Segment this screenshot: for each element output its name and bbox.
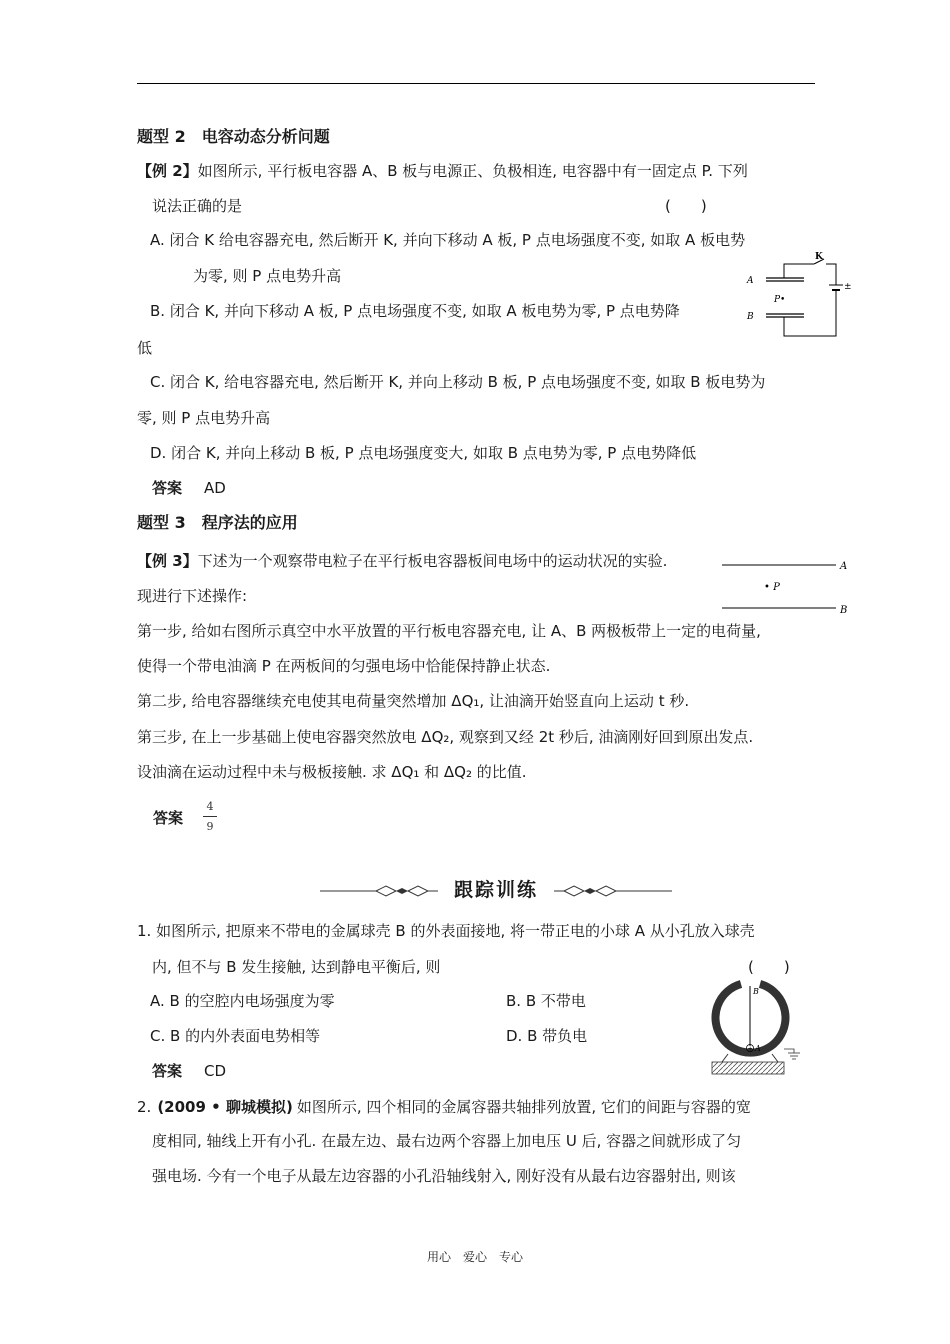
- plate-a-label: A: [840, 561, 848, 572]
- step4: 设油滴在运动过程中未与极板接触. 求 ΔQ₁ 和 ΔQ₂ 的比值.: [137, 763, 527, 781]
- polarity-label: ±: [844, 282, 852, 292]
- q1-stem-2: 内, 但不与 B 发生接触, 达到静电平衡后, 则: [152, 958, 441, 976]
- option-b-line1: B. 闭合 K, 并向下移动 A 板, P 点电场强度不变, 如取 A 板电势为零, P 点电势降: [150, 302, 680, 320]
- example3-line1: [137, 551, 667, 571]
- answer-label: 答案: [152, 1062, 183, 1080]
- answer-value: CD: [204, 1062, 227, 1080]
- q2-line-1: [137, 1097, 751, 1117]
- fraction-numerator: 4: [206, 800, 214, 813]
- section-title: 跟踪训练: [453, 879, 538, 901]
- left-ornament: [318, 876, 440, 906]
- example2-line1: [137, 161, 748, 181]
- step1-line1: 第一步, 给如右图所示真空中水平放置的平行板电容器充电, 让 A、B 两极板带上一定的电荷量,: [137, 622, 761, 640]
- step2: 第二步, 给电容器继续充电使其电荷量突然增加 ΔQ₁, 让油滴开始竖直向上运动 t 秒.: [137, 692, 690, 710]
- oil-drop-label: • P: [764, 582, 780, 593]
- example3-tag: 【例 3】: [137, 552, 198, 570]
- switch-k-label: K: [815, 252, 823, 262]
- parallel-plates-figure: [720, 556, 855, 616]
- q2-text-1: 如图所示, 四个相同的金属容器共轴排列放置, 它们的间距与容器的宽: [296, 1098, 751, 1116]
- svg-text:+: +: [747, 1045, 753, 1053]
- step1-line2: 使得一个带电油滴 P 在两板间的匀强电场中恰能保持静止状态.: [137, 657, 551, 675]
- q1-stem-1: 1. 如图所示, 把原来不带电的金属球壳 B 的外表面接地, 将一带正电的小球 A 从小孔放入球壳: [137, 922, 755, 940]
- point-p-label: P•: [774, 295, 786, 305]
- q1-option-d: D. B 带负电: [506, 1027, 588, 1045]
- example3-stem-1: 下述为一个观察带电粒子在平行板电容器板间电场中的运动状况的实验.: [197, 552, 668, 570]
- option-c-line2: 零, 则 P 点电势升高: [137, 409, 271, 427]
- example2-stem-2: 说法正确的是: [152, 197, 243, 215]
- right-ornament: [552, 876, 674, 906]
- metal-shell-figure: [708, 972, 808, 1078]
- q2-source: (2009 • 聊城模拟): [157, 1098, 293, 1116]
- plate-a-label: A: [747, 276, 754, 286]
- plate-b-label: B: [747, 312, 754, 322]
- fraction-bar: [203, 816, 217, 817]
- ball-a-label: A: [755, 1044, 761, 1053]
- q1-option-c: C. B 的内外表面电势相等: [150, 1027, 321, 1045]
- option-a-line1: A. 闭合 K 给电容器充电, 然后断开 K, 并向下移动 A 板, P 点电场强度不变, 如取 A 板电势: [150, 231, 746, 249]
- option-a-line2: 为零, 则 P 点电势升高: [193, 267, 342, 285]
- type2-heading: 题型 2 电容动态分析问题: [137, 127, 330, 146]
- q1-answer: [152, 1061, 226, 1081]
- answer-fraction: [203, 800, 217, 833]
- example2-tag: 【例 2】: [137, 162, 198, 180]
- option-c-line1: C. 闭合 K, 给电容器充电, 然后断开 K, 并向上移动 B 板, P 点电场强度不变, 如取 B 板电势为: [150, 373, 766, 391]
- plate-b-label: B: [840, 605, 848, 616]
- step3: 第三步, 在上一步基础上使电容器突然放电 ΔQ₂, 观察到又经 2t 秒后, 油滴刚好回到原出发点.: [137, 728, 754, 746]
- page-footer: 用心 爱心 专心: [426, 1250, 523, 1264]
- option-d: D. 闭合 K, 并向上移动 B 板, P 点电场强度变大, 如取 B 点电势为零, P 点电势降低: [150, 444, 697, 462]
- q2-line-2: 度相同, 轴线上开有小孔. 在最左边、最右边两个容器上加电压 U 后, 容器之间就形成了匀: [152, 1132, 742, 1150]
- example2-answer: [152, 478, 226, 498]
- header-rule: [137, 83, 815, 84]
- type3-heading: 题型 3 程序法的应用: [137, 513, 298, 532]
- q1-option-b: B. B 不带电: [506, 992, 586, 1010]
- option-b-line2: 低: [137, 339, 153, 357]
- q1-answer-blank: ( ): [748, 958, 790, 976]
- example3-stem-2: 现进行下述操作:: [137, 587, 248, 605]
- example2-answer-blank: ( ): [665, 197, 707, 215]
- q1-option-a: A. B 的空腔内电场强度为零: [150, 992, 335, 1010]
- capacitor-circuit-figure: [744, 248, 856, 340]
- section-header: [318, 876, 674, 906]
- example3-answer-label: 答案: [153, 809, 184, 827]
- q2-line-3: 强电场. 今有一个电子从最左边容器的小孔沿轴线射入, 刚好没有从最右边容器射出, 则该: [152, 1167, 736, 1185]
- shell-b-label: B: [753, 987, 759, 996]
- q2-number: 2.: [137, 1098, 152, 1116]
- example2-stem-1: 如图所示, 平行板电容器 A、B 板与电源正、负极相连, 电容器中有一固定点 P. 下列: [197, 162, 748, 180]
- fraction-denominator: 9: [206, 820, 214, 833]
- answer-label: 答案: [152, 479, 183, 497]
- answer-value: AD: [204, 479, 226, 497]
